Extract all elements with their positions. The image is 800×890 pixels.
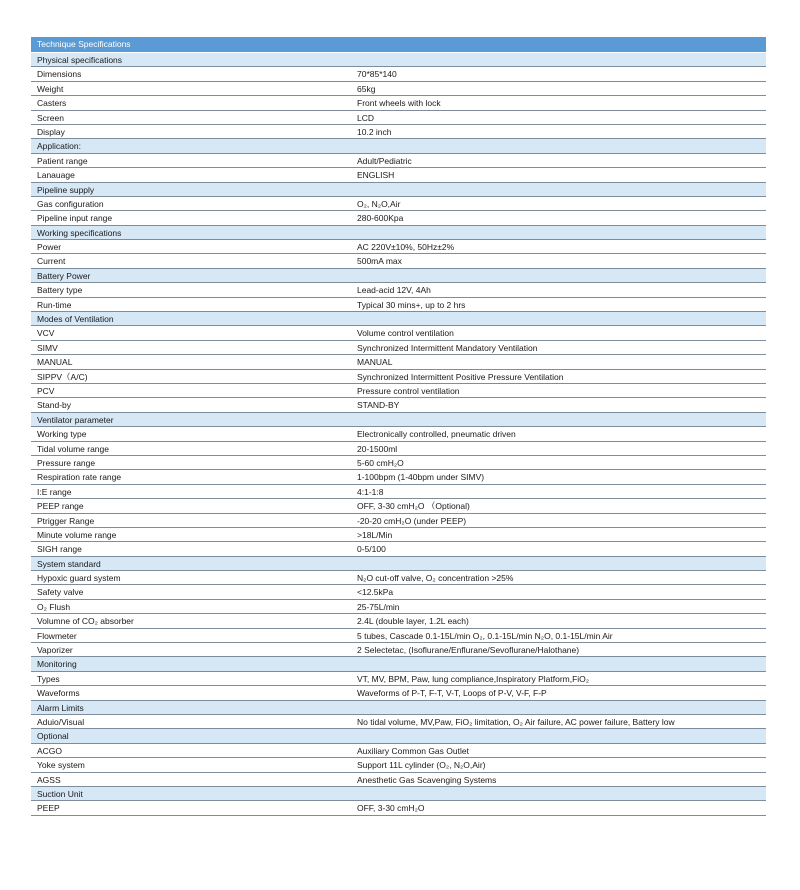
spec-name: Pipeline input range [37,213,113,224]
table-row [31,672,766,686]
section-heading [31,226,766,240]
spec-value: Auxiliary Common Gas Outlet [357,745,469,756]
spec-name: Battery type [37,285,83,296]
spec-name: Tidal volume range [37,443,109,454]
spec-name: SIPPV（A/C) [37,371,88,382]
spec-value: 2.4L (double layer, 1.2L each) [357,616,469,627]
spec-value: Anesthetic Gas Scavenging Systems [357,774,497,785]
table-row [31,470,766,484]
table-row [31,514,766,528]
table-title: Technique Specifications [31,37,766,53]
spec-name: O₂ Flush [37,601,71,612]
spec-name: AGSS [37,774,61,785]
section-heading-label: Application: [37,141,81,152]
table-row [31,585,766,599]
table-row [31,283,766,297]
spec-value: 65kg [357,83,376,94]
spec-value: 500mA max [357,256,402,267]
table-row [31,211,766,225]
section-heading-label: Suction Unit [37,788,83,799]
spec-name: Yoke system [37,760,85,771]
table-row [31,686,766,700]
section-heading-label: Physical specifications [37,55,123,65]
table-row [31,398,766,412]
table-row [31,111,766,125]
spec-name: Volumne of CO₂ absorber [37,616,134,627]
spec-value: VT, MV, BPM, Paw, lung compliance,Inspiratory Platform,FiO₂ [357,673,590,684]
spec-name: PEEP range [37,501,84,512]
table-row [31,67,766,81]
table-row [31,643,766,657]
section-heading [31,729,766,743]
spec-value: OFF, 3-30 cmH₂O （Optional) [357,501,470,512]
spec-value: 5-60 cmH₂O [357,457,404,468]
spec-value: 4:1-1:8 [357,486,384,497]
spec-value: AC 220V±10%, 50Hz±2% [357,242,455,253]
spec-name: Aduio/Visual [37,716,85,727]
table-row [31,254,766,268]
spec-name: Display [37,126,65,137]
table-row [31,427,766,441]
spec-name: Dimensions [37,69,82,80]
spec-name: Current [37,256,66,267]
spec-name: Waveforms [37,688,80,699]
spec-value: 2 Selectetac, (Isoflurane/Enflurane/Sevoflurane/Halothane) [357,645,580,656]
spec-name: Power [37,242,62,253]
table-row [31,614,766,628]
spec-name: PEEP [37,803,60,814]
spec-value: -20-20 cmH₂O (under PEEP) [357,515,467,526]
table-row [31,326,766,340]
spec-value: No tidal volume, MV,Paw, FiO₂ limitation, O₂ Air failure, AC power failure, Battery low [357,716,675,727]
spec-name: Working type [37,429,87,440]
section-heading-label: Monitoring [37,659,77,670]
spec-value: Electronically controlled, pneumatic driven [357,429,516,440]
table-row [31,442,766,456]
section-heading [31,269,766,283]
section-heading-label: Ventilator parameter [37,414,114,425]
spec-name: Run-time [37,299,72,310]
table-row [31,571,766,585]
spec-name: Lanauage [37,170,75,181]
spec-value: >18L/Min [357,529,393,540]
section-heading [31,787,766,801]
spec-value: Typical 30 mins+, up to 2 hrs [357,299,466,310]
table-row [31,773,766,787]
table-row [31,341,766,355]
spec-name: Casters [37,98,67,109]
section-heading [31,701,766,715]
section-heading [31,312,766,326]
spec-value: O₂, N₂O,Air [357,198,401,209]
spec-value: 25-75L/min [357,601,400,612]
spec-value: STAND-BY [357,400,400,411]
spec-value: MANUAL [357,357,393,368]
spec-name: VCV [37,328,55,339]
spec-value: 5 tubes, Cascade 0.1-15L/min O₂, 0.1-15L/min N₂O, 0.1-15L/min Air [357,630,613,641]
spec-name: Respiration rate range [37,472,122,483]
table-row [31,499,766,513]
spec-value: Waveforms of P-T, F-T, V-T, Loops of P-V, V-F, F-P [357,688,547,699]
spec-value: LCD [357,112,375,123]
spec-value: N₂O cut-off valve, O₂ concentration >25% [357,573,514,584]
spec-name: Weight [37,83,64,94]
spec-name: SIMV [37,342,58,353]
section-heading [31,657,766,671]
table-row [31,125,766,139]
spec-name: ACGO [37,745,63,756]
spec-name: MANUAL [37,357,73,368]
table-row [31,456,766,470]
spec-name: I:E range [37,486,72,497]
spec-name: PCV [37,385,55,396]
spec-name: Flowmeter [37,630,77,641]
table-row [31,528,766,542]
spec-name: Stand-by [37,400,72,411]
spec-value: Synchronized Intermittent Positive Pressure Ventilation [357,371,564,382]
table-row [31,96,766,110]
table-row [31,370,766,384]
section-heading-label: Optional [37,731,69,742]
spec-value: Support 11L cylinder (O₂, N₂O,Air) [357,760,486,771]
section-heading [31,413,766,427]
table-row [31,715,766,729]
section-heading-label: Alarm Limits [37,702,84,713]
spec-value: Volume control ventilation [357,328,454,339]
section-heading [31,53,766,67]
table-row [31,384,766,398]
spec-value: Pressure control ventilation [357,385,460,396]
spec-value: Synchronized Intermittent Mandatory Ventilation [357,342,538,353]
section-heading [31,557,766,571]
section-heading-label: Working specifications [37,227,122,238]
spec-value: <12.5kPa [357,587,394,598]
spec-name: Screen [37,112,64,123]
spec-name: Hypoxic guard system [37,573,121,584]
section-heading-label: System standard [37,558,101,569]
table-row [31,758,766,772]
spec-name: Safety valve [37,587,84,598]
spec-table [31,37,766,816]
table-row [31,600,766,614]
section-heading-label: Modes of Ventilation [37,314,114,325]
table-row [31,485,766,499]
spec-value: 1-100bpm (1-40bpm under SIMV) [357,472,485,483]
spec-name: Vaporizer [37,645,73,656]
spec-value: 0-5/100 [357,544,386,555]
spec-name: Pressure range [37,457,96,468]
spec-value: Adult/Pediatric [357,155,412,166]
spec-value: 10.2 inch [357,126,392,137]
section-heading [31,183,766,197]
spec-value: 20-1500ml [357,443,398,454]
table-row [31,240,766,254]
table-row [31,154,766,168]
spec-value: Front wheels with lock [357,98,441,109]
table-row [31,197,766,211]
spec-value: ENGLISH [357,170,395,181]
table-row [31,744,766,758]
spec-name: Ptrigger Range [37,515,95,526]
table-row [31,355,766,369]
spec-value: 70*85*140 [357,69,397,80]
section-heading-label: Battery Power [37,270,91,281]
spec-name: SIGH range [37,544,82,555]
spec-value: 280-600Kpa [357,213,404,224]
table-row [31,168,766,182]
spec-name: Gas configuration [37,198,104,209]
spec-name: Patient range [37,155,88,166]
table-row [31,82,766,96]
spec-value: Lead-acid 12V, 4Ah [357,285,431,296]
table-row [31,542,766,556]
table-body [31,53,766,816]
spec-name: Types [37,673,60,684]
section-heading-label: Pipeline supply [37,184,95,195]
table-row [31,298,766,312]
table-row [31,801,766,815]
table-row [31,629,766,643]
spec-name: Minute volume range [37,529,117,540]
section-heading [31,139,766,153]
spec-value: OFF, 3-30 cmH₂O [357,803,425,814]
